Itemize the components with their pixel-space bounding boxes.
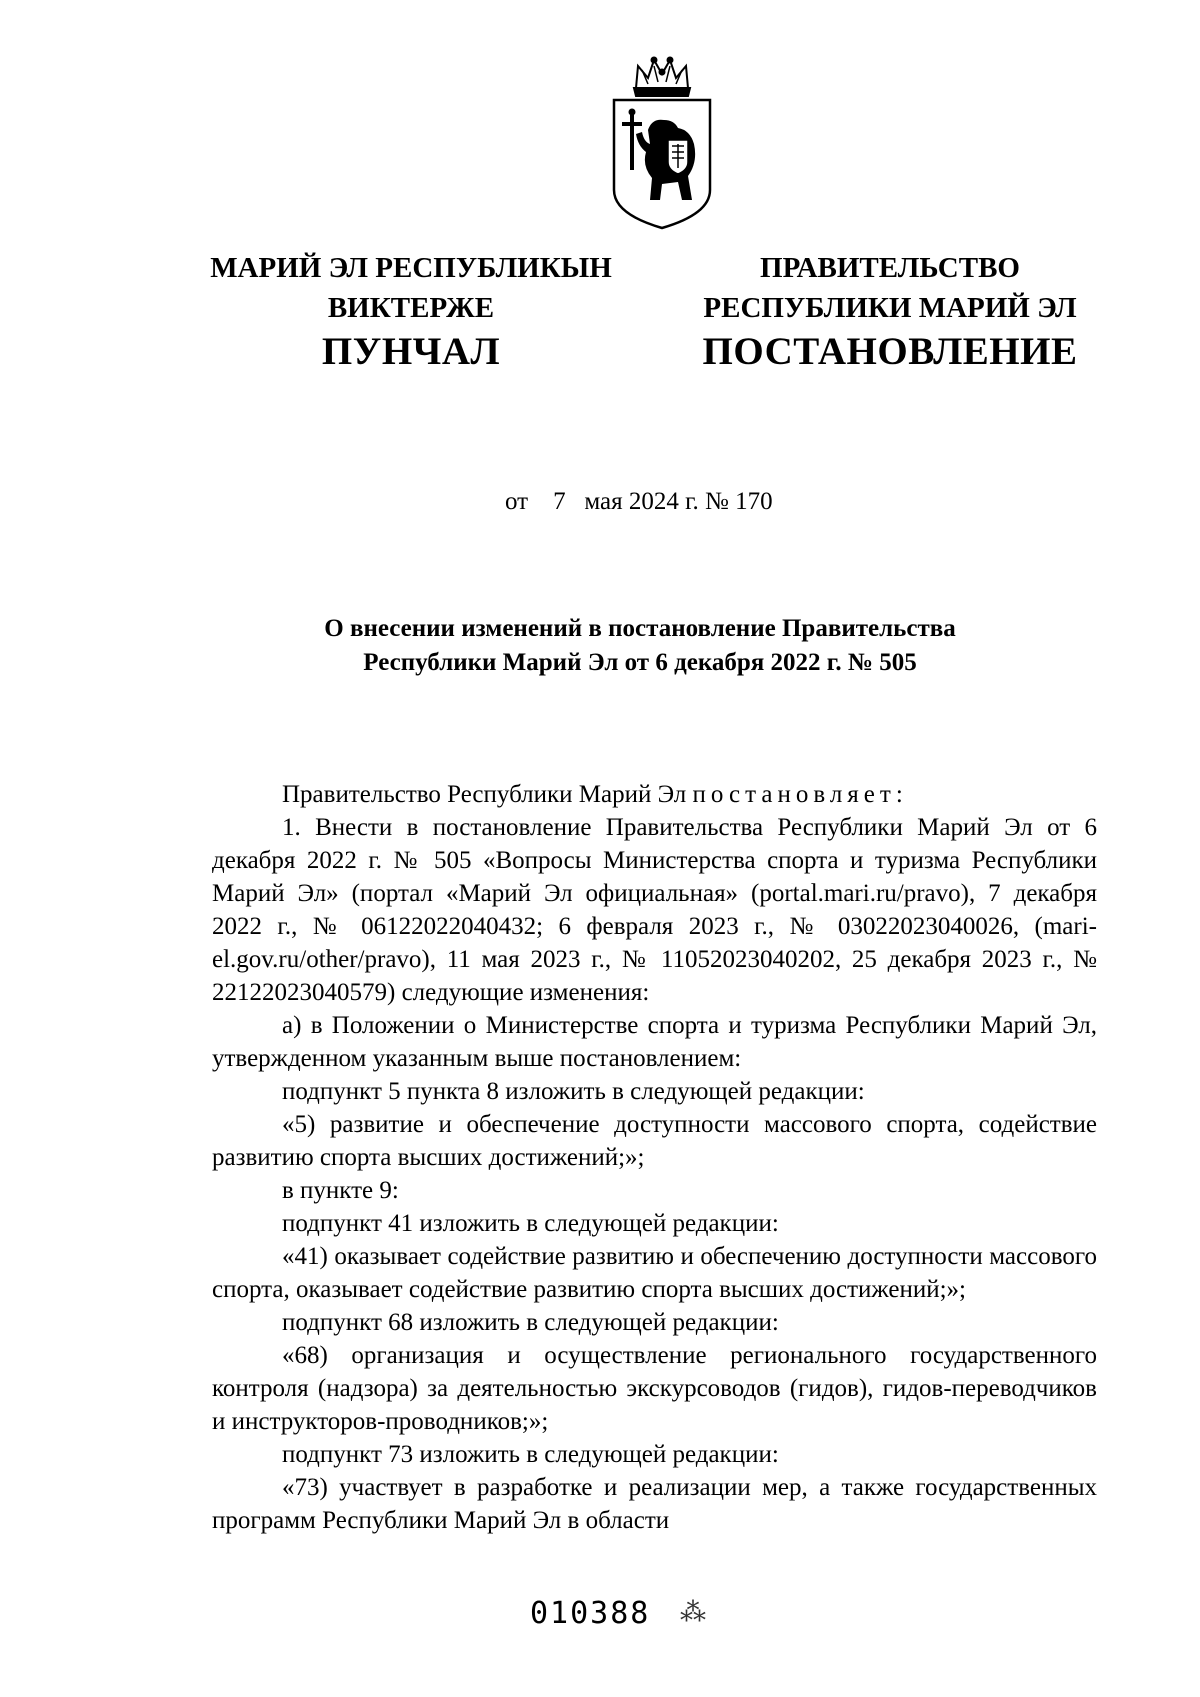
body-paragraph: подпункт 5 пункта 8 изложить в следующей редакции: <box>282 1078 865 1105</box>
document-title <box>200 612 1080 680</box>
crown-icon <box>634 58 690 97</box>
document-body <box>212 778 1097 1537</box>
header-left-line1: МАРИЙ ЭЛ РЕСПУБЛИКЫН <box>210 252 612 284</box>
body-paragraph: 1. Внести в постановление Правительства Республики Марий Эл от 6 декабря 2022 г. № 505 «Вопросы Министерства спорта и туризма Республики Марий Эл» (портал «Марий Эл официальная» (portal.mari.ru/pravo), 7 декабря 2022 г., № 06122022040432; 6 февраля 2023 г., № 03022023040026, (mari-el.gov.ru/other/pravo), 11 мая 2023 г., № 11052023040202, 25 декабря 2023 г., № 22122023040579) следующие изменения: <box>212 814 1097 1006</box>
decorative-mark: ⁂ <box>680 1598 706 1627</box>
body-paragraph: «5) развитие и обеспечение доступности массового спорта, содействие развитию спорта высших достижений;»; <box>212 1111 1097 1171</box>
header-left-line3: ПУНЧАЛ <box>321 330 501 373</box>
header-right-line2: РЕСПУБЛИКИ МАРИЙ ЭЛ <box>703 292 1077 324</box>
title-line1: О внесении изменений в постановление Правительства <box>324 615 956 642</box>
preamble-text: Правительство Республики Марий Эл <box>282 781 693 808</box>
body-paragraph: подпункт 73 изложить в следующей редакции: <box>282 1441 779 1468</box>
body-paragraph: «73) участвует в разработке и реализации мер, а также государственных программ Республики Марий Эл в области <box>212 1474 1097 1534</box>
form-serial-number: 010388 <box>530 1596 651 1631</box>
body-paragraph: подпункт 41 изложить в следующей редакции: <box>282 1210 779 1237</box>
marij-el-coat-of-arms-icon <box>608 52 716 230</box>
header-right-line1: ПРАВИТЕЛЬСТВО <box>760 252 1020 284</box>
ornament-shield-icon <box>668 140 688 174</box>
body-paragraph <box>212 778 1097 811</box>
header-left-block <box>196 248 626 372</box>
header-right-line3: ПОСТАНОВЛЕНИЕ <box>702 330 1078 373</box>
header-right-block <box>690 248 1090 372</box>
header-left-line2: ВИКТЕРЖЕ <box>327 292 495 324</box>
preamble-spaced-verb: постановляет: <box>692 781 908 808</box>
body-paragraph: «41) оказывает содействие развитию и обеспечению доступности массового спорта, оказывает содействие развитию спорта высших достижений;»; <box>212 1243 1097 1303</box>
document-date-number: от 7 мая 2024 г. № 170 <box>505 488 773 515</box>
body-paragraph: в пункте 9: <box>282 1177 399 1204</box>
body-paragraph: подпункт 68 изложить в следующей редакции: <box>282 1309 779 1336</box>
title-line2: Республики Марий Эл от 6 декабря 2022 г. № 505 <box>363 649 917 676</box>
body-paragraph: «68) организация и осуществление регионального государственного контроля (надзора) за деятельностью экскурсоводов (гидов), гидов-переводчиков и инструкторов-проводников;»; <box>212 1342 1097 1435</box>
body-paragraph: а) в Положении о Министерстве спорта и туризма Республики Марий Эл, утвержденном указанным выше постановлением: <box>212 1012 1097 1072</box>
